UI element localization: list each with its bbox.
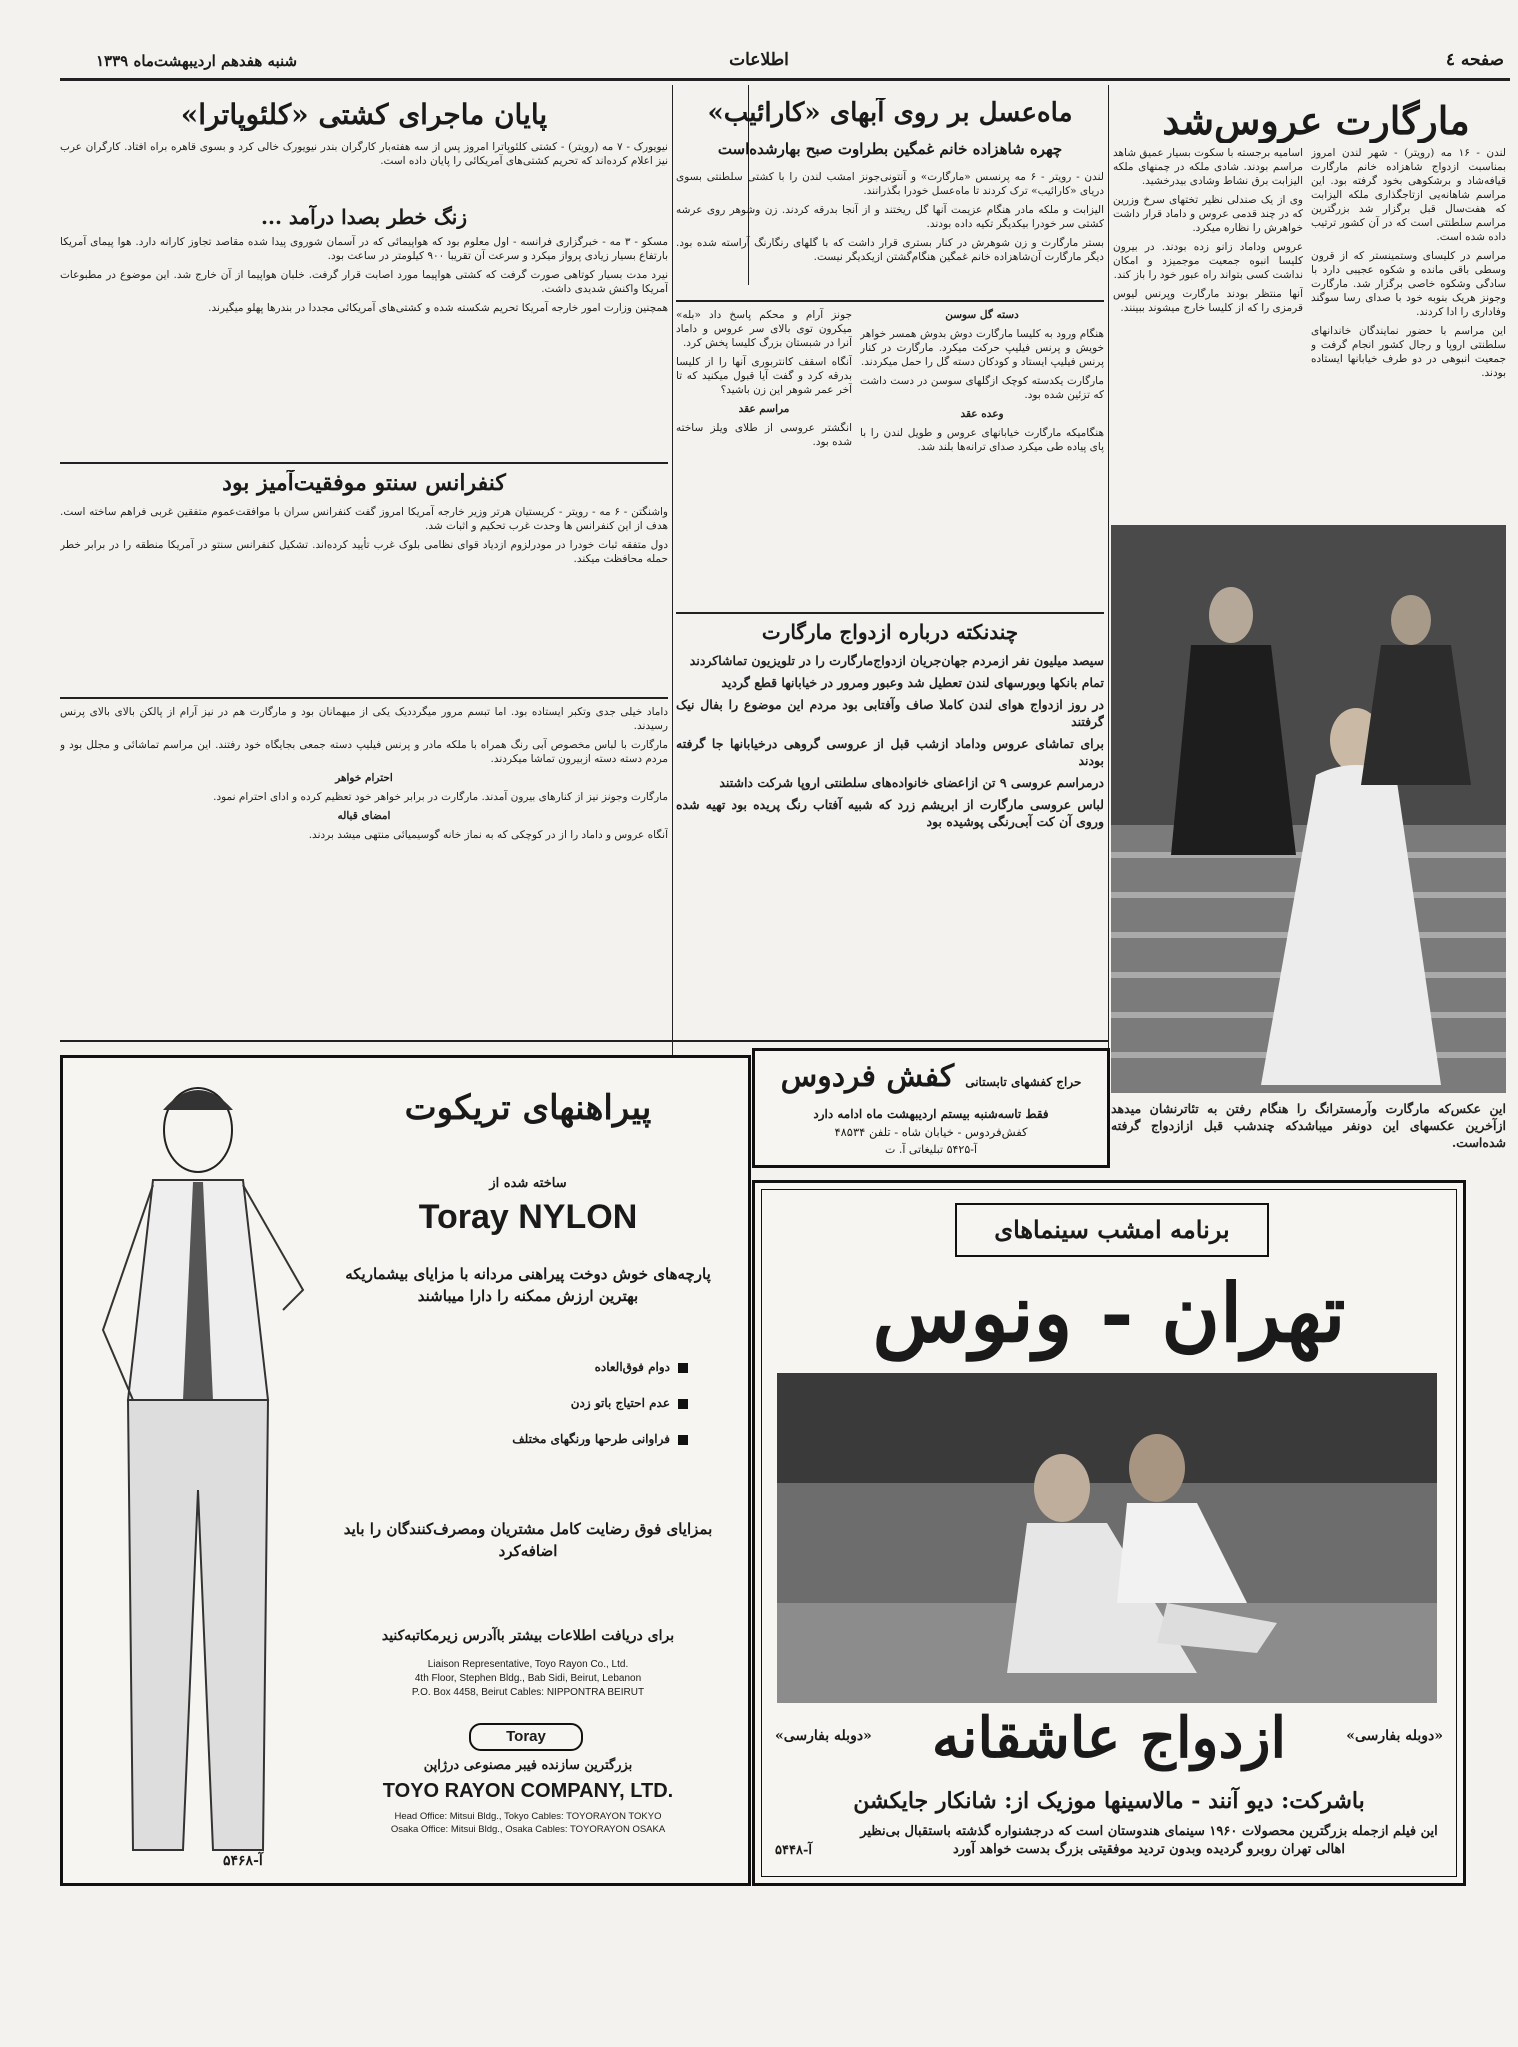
honeymoon-headline: ماه‌عسل بر روی آبهای «کارائیب» — [707, 98, 1073, 128]
note-item: برای تماشای عروس وداماد ازشب قبل از عروسی گروهی درخیابانها جا گرفته بودند — [676, 736, 1104, 768]
issue-date: شنبه هفدهم اردیبهشت‌ماه ۱۳۳۹ — [96, 52, 298, 70]
shirt-ad-brand: Toray NYLON — [418, 1198, 638, 1236]
left-continued-article: داماد خیلی جدی وتکبر ایستاده بود. اما تبسم مرور میگرددیک یکی از میهمانان بود و مارگارت هم در نیز آرام از پالکن بالای بالای پرنس رسیدند. مارگارت با لباس مخصوص آبی رنگ همراه با ملکه مادر و پرنس فیلیپ دسته جمعی بجایگاه خود رفتند. این مراسم تماشائی و مجلل بود و مردم دسته دسته ازبیرون تماشا میکردند. احترام خواهر مارگارت وجونز نیز از کنارهای بیرون آمدند. مارگارت در برابر خواهر خود تعظیم کرده و ادای احترام نمود. امضای قباله آنگاه عروس و داماد را از در کوچکی که به نماز خانه گوسیمیائی منتهی میشد بردند. — [60, 706, 668, 841]
column-divider — [1108, 85, 1109, 1160]
shirt-ad-features — [368, 1338, 688, 1468]
cleopatra-article: نیویورک - ۷ مه (رویتر) - کشتی کلئوپاترا امروز پس از سه هفته‌بار کارگران بندر نیویورک خالی کرد و بسوی قاهره براه افتاد. کارگران عرب نیز اعلام کرده‌اند که تحریم کشتی‌های آمریکائی را پایان داده است. — [60, 141, 668, 167]
mid-article-col1: دسته گل سوسن هنگام ورود به کلیسا مارگارت دوش بدوش همسر خواهر خویش و پرنس فیلیپ حرکت میکرد. مارگارت در کنار پرنس فیلیپ ایستاد و کودکان دسته گل را حمل میکردند. مارگارت یکدسته کوچک ازگلهای سوسن در دست داشت که تزئین شده بود. وعده عقد هنگامیکه مارگارت خیابانهای عروس و طویل لندن را با پای پیاده طی میکرد صدای ترانه‌ها بلند شد. — [860, 309, 1104, 453]
film-cast: باشرکت: دیو آنند - مالاسینها موزیک از: شانکار جایکشن — [853, 1788, 1365, 1814]
section-rule — [676, 300, 1104, 302]
man-illustration — [73, 1070, 333, 1870]
cento-article: واشنگتن - ۶ مه - رویتر - کریستیان هرتر وزیر خارجه آمریکا امروز گفت کنفرانس سران با موافقت‌عموم متفقین غربی فراهم ساخته است. هدف از این کنفرانس ها وحدت غرب تحکیم و اثبات شد. دول متفقه ثبات خودرا در مودرلزوم ازدیاد قوای نظامی بلوک غرب تأیید کرده‌اند. تشکیل کنفرانس سنتو در آمریکا منطقه را در برابر خطر حمله محافظت میکند. — [60, 506, 668, 565]
honeymoon-subhead: چهره شاهزاده خانم غمگین بطراوت صبح بهارشده‌است — [717, 140, 1063, 158]
right-article-col1: لندن - ۱۶ مه (رویتر) - شهر لندن امروز بمناسبت ازدواج شاهزاده خانم مارگارت قیافه‌شاد و برشکوهی بخود گرفته بود. این مراسم شاهانه‌یی ازتاجگذاری ملکه الیزابت که هفت‌سال قبل برگزار شد بزرگترین مراسم سلطنتی است که در آن کشور ترتیب داده شده است. مراسم در کلیسای وستمینستر که از قرون وسطی باقی مانده و شکوه عجیبی دارد با سادگی وشکوه خاصی برگزار شد. مارگارت وجونز هریک بنوبه خود با صدای رسا سوگند وفاداری را ادا کردند. این مراسم با حضور نمایندگان خاندانهای سلطنتی اروپا و رجال کشور انجام گرفت و جمعیت انبوهی در دو طرف خیابانها ایستاده بودند. — [1311, 147, 1506, 379]
film-description: این فیلم ازجمله بزرگترین محصولات ۱۹۶۰ سینمای هندوستان است که درجشنواره گذشته باستقبال بی‌نظیر اهالی تهران روبرو گردیده وبدون تردید موفقیتی بزرگ بدست خواهد آورد — [860, 1824, 1438, 1857]
alarm-article: مسکو - ۳ مه - خبرگزاری فرانسه - اول معلوم بود که هواپیمائی که در آسمان شوروی پیدا شده مقاصد تجاوز کارانه دارد. هوا پیمای آمریکا بارتفاع بسیار زیادی پرواز میکرد و سرعت آن تقریبا ۹۰۰ کیلومتر در ساعت بود. نیرد مدت بسیار کوتاهی صورت گرفت که کشتی هواپیما مورد اصابت قرار گرفت. خلبان هواپیما از آن خارج شد. این موضوع در مطبوعات آمریکا واکنش شدیدی داشت. همچنین وزارت امور خارجه آمریکا تحریم شکسته شده و کشتی‌های آمریکائی مجددا در بندرها پهلو میگیرند. — [60, 236, 668, 314]
shoe-ad-code: آ-۵۴۲۵ تبلیغاتی آ. ت — [884, 1143, 978, 1156]
wedding-notes-list — [676, 652, 1104, 1032]
alarm-headline: زنگ خطر بصدا درآمد ... — [261, 205, 467, 229]
bullet-icon — [678, 1399, 688, 1409]
shirt-ad-address: Liaison Representative, Toyo Rayon Co., Ltd. 4th Floor, Stephen Bldg., Bab Sidi, Beirut, Lebanon P.O. Box 4458, Beirut Cables: NIPPONTRA BEIRUT — [411, 1659, 645, 1698]
shirt-ad-company: TOYO RAYON COMPANY, LTD. — [382, 1780, 674, 1802]
film-title: ازدواج عاشقانه — [931, 1705, 1287, 1771]
honeymoon-lead: لندن - رویتر - ۶ مه پرنسس «مارگارت» و آنتونی‌جونز امشب لندن را با کشتی سلطنتی بسوی دریای «کارائیب» ترک کردند تا ماه‌عسل خودرا بگذرانند. الیزابت و ملکه مادر هنگام عزیمت آنها گل ریختند و از آنجا بدرقه کردند. زن وشوهر روی عرشه کشتی سر خودرا بیکدیگر تکیه داده بودند. بستر مارگارت و زن شوهرش در کنار بستری قرار داشت که با گلهای رنگارنگ آراسته شده بود. دیگر مارگارت آن‌شاهزاده خانم غمگین هنگام‌گشتن ازیکدیگر نیست. — [676, 171, 1104, 263]
shoe-ad-line1: فقط تاسه‌شنبه بیستم اردیبهشت ماه ادامه دارد — [813, 1107, 1049, 1121]
cinema-ad-top: برنامه امشب سینماهای — [955, 1203, 1269, 1257]
section-rule — [60, 462, 668, 464]
section-rule — [676, 612, 1104, 614]
cinema-names: تهران - ونوس — [872, 1266, 1346, 1360]
section-rule — [60, 697, 668, 699]
shirt-ad-desc: پارچه‌های خوش دوخت پیراهنی مردانه با مزایای بیشماریکه بهترین ارزش ممکنه را دارا میباشند — [345, 1265, 711, 1305]
bullet-icon — [678, 1435, 688, 1445]
note-item: لباس عروسی مارگارت از ابریشم زرد که شبیه آفتاب رنگ پریده بود تهیه شده وروی آن کت آبی‌رنگی پوشیده بود — [676, 797, 1104, 829]
dub-label-left: «دوبله بفارسی» — [775, 1728, 872, 1744]
note-item: تمام بانکها وبورسهای لندن تعطیل شد وعبور ومرور در خیابانها قطع گردید — [721, 675, 1104, 690]
shirt-ad-code: آ-۵۴۶۸ — [223, 1853, 263, 1869]
column-divider — [672, 85, 673, 1225]
wedding-photo — [1111, 525, 1506, 1093]
wedding-notes-subhead: چندنکته درباره ازدواج مارگارت — [761, 620, 1019, 644]
cleopatra-headline: پایان ماجرای کشتی «کلئوپاترا» — [180, 98, 548, 131]
shirt-ad-title: پیراهنهای تریکوت — [404, 1088, 652, 1128]
shirt-ad-contact: برای دریافت اطلاعات بیشتر باآدرس زیرمکاتبه‌کنید — [381, 1628, 675, 1644]
shoe-ad-label: حراج کفشهای تابستانی — [965, 1075, 1082, 1089]
cinema-ad-code: آ-۵۴۴۸ — [775, 1843, 812, 1858]
photo-caption: این عکس‌که مارگارت وآرمسترانگ را هنگام رفتن به تئاترنشان میدهد ازآخرین عکسهای این دونفر میباشدکه چندشب قبل ازازدواج گرفته شده‌است. — [1111, 1101, 1506, 1150]
shirt-ad-offices: Head Office: Mitsui Bldg., Tokyo Cables: TOYORAYON TOKYO Osaka Office: Mitsui Bldg., Osaka Cables: TOYORAYON OSAKA — [390, 1811, 666, 1835]
shirt-ad-made-of: ساخته شده از — [489, 1176, 567, 1191]
wedding-headline: مارگارت عروس‌شد — [1162, 98, 1470, 143]
shoe-store-ad — [752, 1048, 1110, 1168]
bullet-icon — [678, 1363, 688, 1373]
section-rule — [60, 1040, 1108, 1042]
cinema-ad — [752, 1180, 1466, 1886]
mid-article-col2: جونز آرام و محکم پاسخ داد «بله» میکرون توی بالای سر عروس و داماد آنرا در شبستان بزرگ کلیسا پخش کرد. آنگاه اسقف کانتربوری آنها را از کلیسا بدرقه کرد و گفت آیا قبول میکنید که تا آخر عمر شوهر این زن باشید؟ مراسم عقد انگشتر عروسی از طلای ویلز ساخته شده بود. — [676, 309, 852, 448]
toray-logo: Toray — [469, 1723, 583, 1751]
photo-illustration — [1111, 525, 1506, 1093]
shoe-ad-line2: کفش‌فردوس - خیابان شاه - تلفن ۴۸۵۳۴ — [834, 1125, 1028, 1139]
feature-item: دوام فوق‌العاده — [368, 1360, 688, 1374]
paper-name: اطلاعات — [729, 50, 789, 70]
note-item: سیصد میلیون نفر ازمردم جهان‌جریان ازدواج‌مارگارت را در تلویزیون تماشاکردند — [689, 653, 1104, 668]
film-still-illustration — [777, 1373, 1437, 1703]
page-number: صفحه ٤ — [1445, 50, 1504, 70]
note-item: در روز ازدواج هوای لندن کاملا صاف وآفتابی بود مردم این موضوع را بفال نیک گرفتند — [676, 697, 1104, 729]
shoe-ad-brand: کفش فردوس — [780, 1059, 955, 1094]
header-rule — [60, 78, 1510, 81]
note-item: درمراسم عروسی ۹ تن ازاعضای خانواده‌های سلطنتی اروپا شرکت داشتند — [719, 775, 1104, 790]
shirt-ad-maker: بزرگترین سازنده فیبر مصنوعی درژاپن — [423, 1758, 633, 1773]
shirt-ad — [60, 1055, 751, 1886]
feature-item: عدم احتیاج باتو زدن — [368, 1396, 688, 1410]
feature-item: فراوانی طرحها ورنگهای مختلف — [368, 1432, 688, 1446]
right-article-col2: اسامیه برجسته با سکوت بسیار عمیق شاهد مراسم بودند. شادی ملکه در چمنهای ملکه الیزابت برق نشاط وشادی بیدرخشید. وی از یک صندلی نظیر تختهای سرخ وزرین که در چند قدمی عروس و داماد قرار داشت خواهرش را نظاره میکرد. عروس وداماد زانو زده بودند. در بیرون کلیسا انبوه جمعیت موجمیزد و امکان نداشت کسی بتواند راه عبور خود را باز کند. آنها منتظر بودند مارگارت وپرنس لیوس قرمزی را که از کلیسا خارج میشوند ببینند. — [1113, 147, 1303, 314]
shirt-ad-satisfaction: بمزایای فوق رضایت کامل مشتریان ومصرف‌کنندگان را باید اضافه‌کرد — [343, 1520, 713, 1560]
film-still-photo — [777, 1373, 1437, 1703]
dub-label-right: «دوبله بفارسی» — [1346, 1728, 1443, 1744]
cento-headline: کنفرانس سنتو موفقیت‌آمیز بود — [222, 470, 506, 496]
